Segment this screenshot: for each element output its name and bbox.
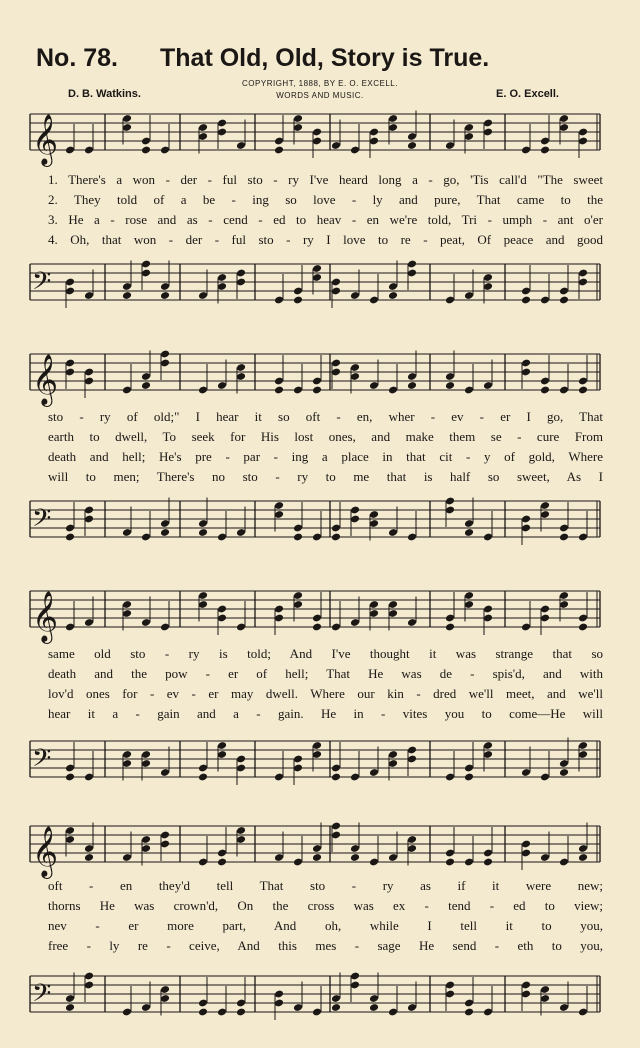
treble-staff-2: [30, 340, 610, 415]
bass-staff-2: [30, 487, 610, 562]
lyric-line: oft - en they'd tell That sto - ry as if it were new;: [48, 878, 603, 893]
copyright-block: [180, 78, 460, 102]
lyrics-system-1: [48, 170, 603, 250]
lyric-line: nev - er more part, And oh, while I tell it to you,: [48, 918, 603, 933]
composer: E. O. Excell.: [496, 88, 559, 100]
bass-clef-icon: 𝄢: [32, 267, 52, 302]
lyric-line: 2. They told of a be - ing so love - ly and pure, That came to the: [48, 192, 603, 207]
bass-staff-1: [30, 250, 610, 325]
lyric-line: 1. There's a won - der - ful sto - ry I've heard long a - go, 'Tis call'd "The sweet: [48, 172, 603, 187]
lyric-line: earth to dwell, To seek for His lost ones, and make them se - cure From: [48, 429, 603, 444]
treble-staff-3: [30, 577, 610, 652]
bass-staff-4: [30, 962, 610, 1037]
lyric-line: thorns He was crown'd, On the cross was ex - tend - ed to view;: [48, 898, 603, 913]
lyric-line: will to men; There's no sto - ry to me that is half so sweet, As I: [48, 469, 603, 484]
treble-clef-icon: 𝄞: [32, 826, 59, 877]
lyricist: D. B. Watkins.: [68, 88, 141, 100]
hymn-number: No. 78.: [36, 44, 118, 72]
treble-clef-icon: 𝄞: [32, 354, 59, 405]
lyric-line: free - ly re - ceive, And this mes - sage He send - eth to you,: [48, 938, 603, 953]
lyrics-system-3: [48, 644, 603, 724]
lyric-line: death and the pow - er of hell; That He was de - spis'd, and with: [48, 666, 603, 681]
bass-clef-icon: 𝄢: [32, 744, 52, 779]
lyric-line: sto - ry of old;" I hear it so oft - en, wher - ev - er I go, That: [48, 409, 603, 424]
hymn-title: That Old, Old, Story is True.: [160, 44, 490, 72]
lyrics-system-2: [48, 407, 603, 487]
lyric-line: 4. Oh, that won - der - ful sto - ry I love to re - peat, Of peace and good: [48, 232, 603, 247]
lyric-line: hear it a - gain and a - gain. He in - vites you to come—He will: [48, 706, 603, 721]
treble-staff-1: [30, 100, 610, 175]
treble-clef-icon: 𝄞: [32, 114, 59, 165]
bass-clef-icon: 𝄢: [32, 979, 52, 1014]
lyric-line: 3. He a - rose and as - cend - ed to heav - en we're told, Tri - umph - ant o'er: [48, 212, 603, 227]
copyright-line: COPYRIGHT, 1888, BY E. O. EXCELL.: [242, 79, 398, 88]
lyric-line: death and hell; He's pre - par - ing a place in that cit - y of gold, Where: [48, 449, 603, 464]
lyric-line: same old sto - ry is told; And I've thought it was strange that so: [48, 646, 603, 661]
treble-clef-icon: 𝄞: [32, 591, 59, 642]
bass-staff-3: [30, 727, 610, 802]
bass-clef-icon: 𝄢: [32, 504, 52, 539]
lyrics-system-4: [48, 876, 603, 956]
credit-line: WORDS AND MUSIC.: [276, 91, 364, 100]
lyric-line: lov'd ones for - ev - er may dwell. Where our kin - dred we'll meet, and we'll: [48, 686, 603, 701]
